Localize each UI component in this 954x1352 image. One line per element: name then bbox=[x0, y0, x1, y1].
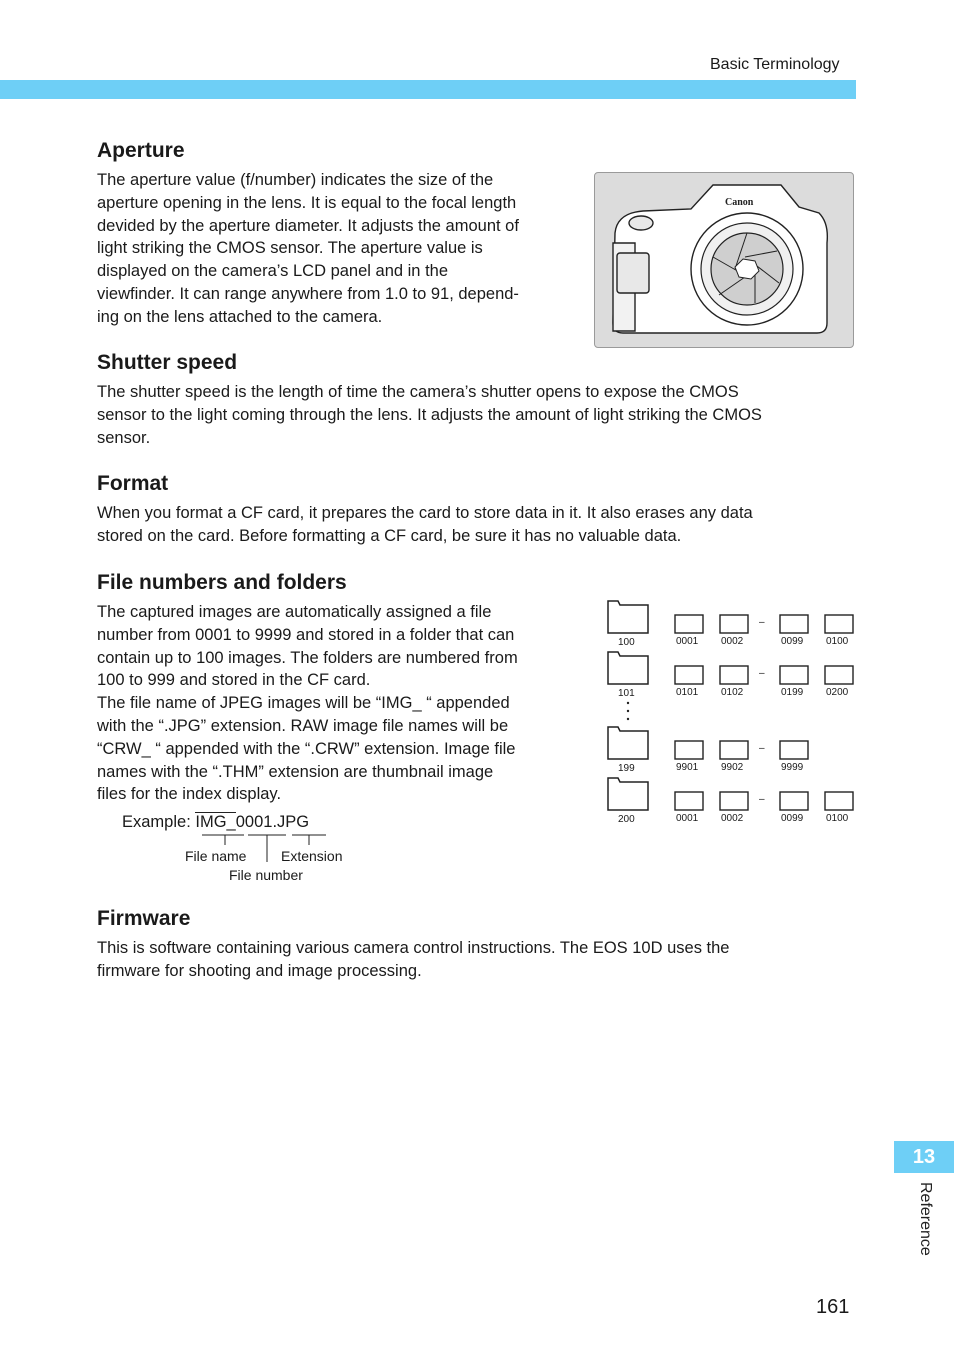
range-dash: – bbox=[759, 794, 765, 805]
section-header: Basic Terminology bbox=[710, 56, 840, 73]
file-number: 0001 bbox=[676, 636, 699, 647]
folder-file-diagram bbox=[600, 595, 860, 835]
file-icon bbox=[675, 741, 703, 759]
range-dash: – bbox=[759, 743, 765, 754]
camera-illustration bbox=[594, 172, 854, 348]
header-bar bbox=[0, 80, 856, 99]
file-number: 0101 bbox=[676, 687, 699, 698]
ellipsis-dot bbox=[627, 718, 629, 720]
folder-number: 199 bbox=[618, 763, 635, 774]
example-ext: .JPG bbox=[272, 813, 310, 831]
file-number: 0099 bbox=[781, 636, 804, 647]
file-icon bbox=[780, 666, 808, 684]
files-text: The captured images are automatically assigned a file number from 0001 to 9999 and stored in a folder that can contain up to 100 images. The folders are numbered from 100 to 999 and stored in the CF card. The file name of JPEG images will be “IMG_ “ appended with the “.JPG” extension. RAW image file names will be “CRW_ “ appended with the “.CRW” extension. Image file names with the “.THM” extension are thumbnail image files for the index display. bbox=[97, 603, 518, 804]
file-icon bbox=[675, 615, 703, 633]
firmware-text: This is software containing various camera control instructions. The EOS 10D uses the firmware for shooting and image processing. bbox=[97, 939, 730, 980]
file-number: 0002 bbox=[721, 636, 744, 647]
file-icon bbox=[780, 615, 808, 633]
file-icon bbox=[780, 792, 808, 810]
range-dash: – bbox=[759, 668, 765, 679]
folder-number: 101 bbox=[618, 688, 635, 699]
file-number: 0099 bbox=[781, 813, 804, 824]
file-icon bbox=[720, 741, 748, 759]
aperture-heading: Aperture bbox=[97, 139, 185, 162]
folder-number: 100 bbox=[618, 637, 635, 648]
file-number: 0100 bbox=[826, 636, 849, 647]
format-heading: Format bbox=[97, 472, 169, 495]
file-number: 0199 bbox=[781, 687, 804, 698]
file-icon bbox=[825, 792, 853, 810]
ellipsis-dot bbox=[627, 702, 629, 704]
file-icon bbox=[675, 792, 703, 810]
file-icon bbox=[720, 615, 748, 633]
label-file-name: File name bbox=[185, 848, 247, 864]
page-number: 161 bbox=[816, 1296, 850, 1318]
aperture-text: The aperture value (f/number) indicates the size of the aperture opening in the lens. It is equal to the focal length devided by the aperture diameter. It adjusts the amount of light striking the CMOS sensor. The aperture value is displayed on the camera’s LCD panel and in the viewfinder. It can range anywhere from 1.0 to 91, depend- ing on the lens attached to the camera. bbox=[97, 171, 519, 326]
shutter-text: The shutter speed is the length of time the camera’s shutter opens to expose the CMOS sensor to the light coming through the lens. It adjusts the amount of light striking the CMOS sensor. bbox=[97, 383, 762, 447]
example-name: IMG_ bbox=[195, 813, 236, 831]
file-number: 0001 bbox=[676, 813, 699, 824]
label-extension: Extension bbox=[281, 848, 343, 864]
file-number: 0102 bbox=[721, 687, 744, 698]
folder-icon bbox=[608, 652, 648, 684]
file-icon bbox=[675, 666, 703, 684]
file-number: 0100 bbox=[826, 813, 849, 824]
format-text: When you format a CF card, it prepares the card to store data in it. It also erases any data stored on the card. Before formatting a CF card, be sure it has no valuable data. bbox=[97, 504, 753, 545]
folder-number: 200 bbox=[618, 814, 635, 825]
chapter-tab: 13 bbox=[894, 1141, 954, 1173]
label-file-number: File number bbox=[229, 867, 303, 883]
file-icon bbox=[825, 666, 853, 684]
file-icon bbox=[825, 615, 853, 633]
file-icon bbox=[780, 741, 808, 759]
file-number: 0200 bbox=[826, 687, 849, 698]
range-dash: – bbox=[759, 617, 765, 628]
files-heading: File numbers and folders bbox=[97, 571, 347, 594]
folder-icon bbox=[608, 727, 648, 759]
file-number: 0002 bbox=[721, 813, 744, 824]
file-icon bbox=[720, 666, 748, 684]
file-number: 9901 bbox=[676, 762, 699, 773]
example-number: 0001 bbox=[235, 813, 273, 831]
camera-brand-logo: Canon bbox=[725, 197, 754, 208]
ellipsis-dot bbox=[627, 710, 629, 712]
file-number: 9999 bbox=[781, 762, 804, 773]
filename-example: Example: IMG_0001.JPG bbox=[122, 813, 310, 831]
folder-icon bbox=[608, 778, 648, 810]
shutter-heading: Shutter speed bbox=[97, 351, 238, 374]
chapter-label: Reference bbox=[917, 1182, 934, 1256]
folder-icon bbox=[608, 601, 648, 633]
file-number: 9902 bbox=[721, 762, 744, 773]
file-icon bbox=[720, 792, 748, 810]
firmware-heading: Firmware bbox=[97, 907, 191, 930]
